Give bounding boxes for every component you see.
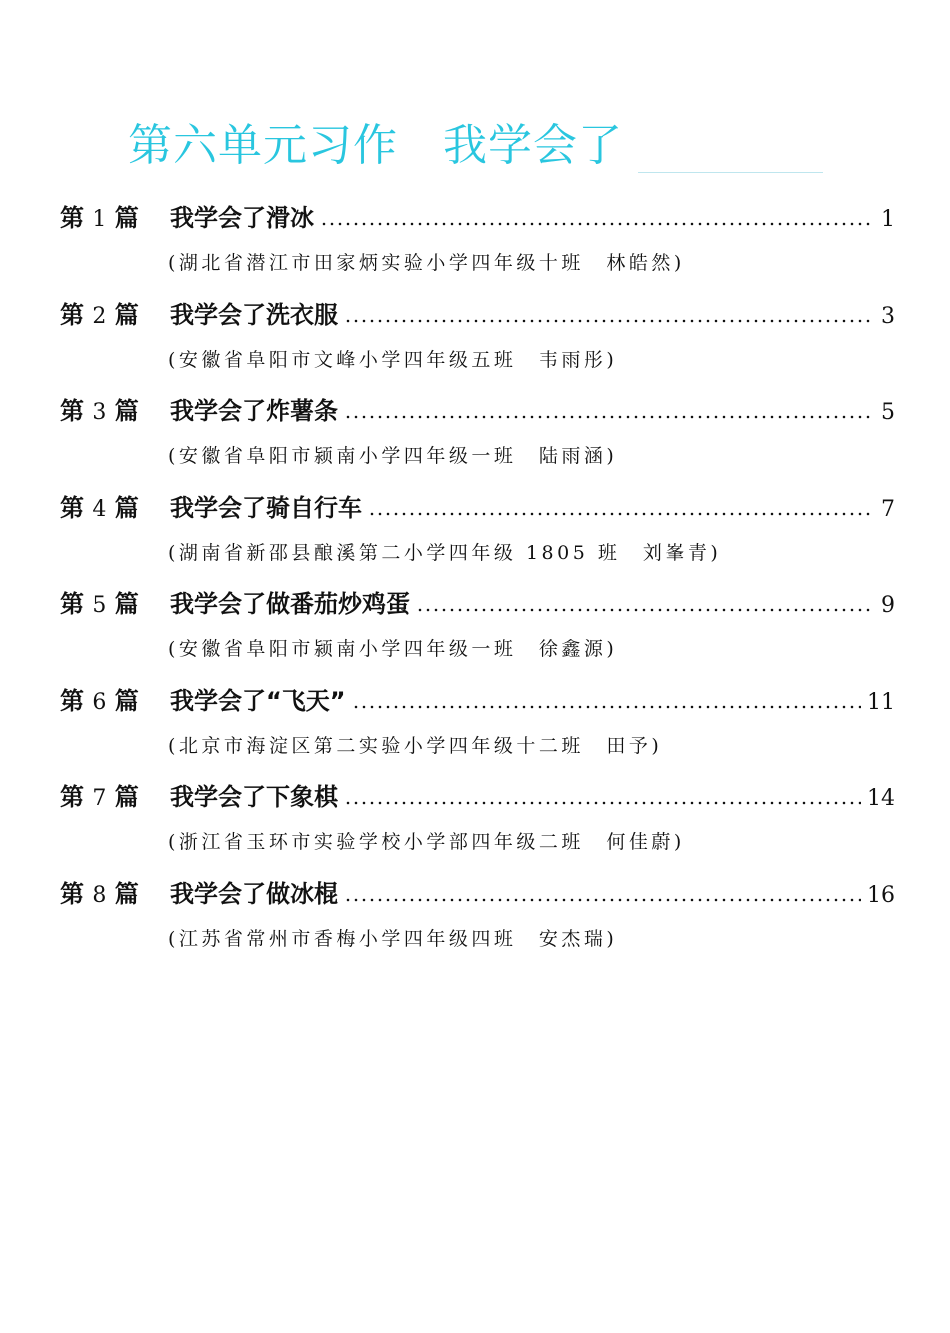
toc-entry-line [60, 874, 895, 914]
toc-entry-number: 第 4 篇 [60, 493, 139, 522]
toc-entry-line [60, 681, 895, 721]
toc-entry-2[interactable] [60, 295, 895, 392]
toc-entry-1[interactable] [60, 198, 895, 295]
toc-entry-title[interactable]: 我学会了做冰棍 [170, 879, 338, 908]
toc-entry-line [60, 584, 895, 624]
toc-entry-7[interactable] [60, 777, 895, 874]
toc-entry-author: (安徽省阜阳市文峰小学四年级五班 韦雨彤) [168, 348, 618, 371]
toc-page-number: 5 [881, 400, 895, 425]
toc-entry-number: 第 2 篇 [60, 300, 139, 329]
chapter-header [128, 118, 828, 178]
toc-entry-5[interactable] [60, 584, 895, 681]
toc-entry-author: (江苏省常州市香梅小学四年级四班 安杰瑞) [168, 927, 618, 950]
toc-entry-title[interactable]: 我学会了骑自行车 [170, 493, 362, 522]
toc-entry-author: (湖北省潜江市田家炳实验小学四年级十班 林皓然) [168, 252, 685, 274]
toc-page-number: 16 [867, 882, 895, 908]
toc-entry-number: 第 8 篇 [60, 879, 139, 908]
toc-entry-line [60, 488, 895, 528]
toc-page-number: 9 [881, 593, 895, 618]
table-of-contents [60, 198, 895, 970]
toc-dot-leader [320, 222, 873, 226]
toc-entry-title[interactable]: 我学会了“飞天” [170, 686, 346, 715]
toc-entry-title[interactable]: 我学会了下象棋 [170, 783, 338, 811]
toc-entry-number: 第 5 篇 [60, 590, 139, 618]
title-blank-underline [638, 172, 823, 173]
toc-entry-line [60, 295, 895, 335]
toc-dot-leader [368, 512, 873, 516]
page-title: 第六单元习作 我学会了 [128, 120, 623, 171]
toc-entry-title[interactable]: 我学会了做番茄炒鸡蛋 [170, 590, 410, 618]
toc-entry-title[interactable]: 我学会了炸薯条 [170, 397, 338, 425]
toc-entry-line [60, 198, 895, 238]
toc-entry-title[interactable]: 我学会了滑冰 [170, 204, 314, 232]
toc-entry-author: (安徽省阜阳市颍南小学四年级一班 徐鑫源) [168, 638, 618, 660]
toc-entry-number: 第 1 篇 [60, 204, 139, 232]
toc-entry-title[interactable]: 我学会了洗衣服 [170, 300, 338, 329]
toc-entry-author: (北京市海淀区第二实验小学四年级十二班 田予) [168, 734, 663, 757]
toc-entry-line [60, 391, 895, 431]
toc-dot-leader [352, 705, 861, 709]
toc-page-number: 3 [881, 303, 895, 329]
toc-entry-author: (浙江省玉环市实验学校小学部四年级二班 何佳蔚) [168, 831, 685, 853]
toc-dot-leader [344, 319, 873, 323]
toc-entry-author: (湖南省新邵县酿溪第二小学四年级 1805 班 刘峯青) [168, 541, 722, 564]
toc-page-number: 7 [881, 496, 895, 522]
toc-entry-number: 第 6 篇 [60, 686, 139, 715]
toc-page-number: 1 [881, 207, 895, 232]
toc-dot-leader [416, 608, 873, 612]
toc-entry-author: (安徽省阜阳市颍南小学四年级一班 陆雨涵) [168, 445, 618, 467]
toc-entry-number: 第 7 篇 [60, 783, 139, 811]
toc-entry-3[interactable] [60, 391, 895, 488]
toc-page-number: 14 [867, 786, 895, 811]
toc-dot-leader [344, 898, 861, 902]
toc-entry-6[interactable] [60, 681, 895, 778]
toc-entry-8[interactable] [60, 874, 895, 971]
toc-dot-leader [344, 801, 861, 805]
toc-dot-leader [344, 415, 873, 419]
toc-entry-line [60, 777, 895, 817]
toc-entry-number: 第 3 篇 [60, 397, 139, 425]
toc-page-number: 11 [867, 689, 895, 715]
toc-entry-4[interactable] [60, 488, 895, 585]
